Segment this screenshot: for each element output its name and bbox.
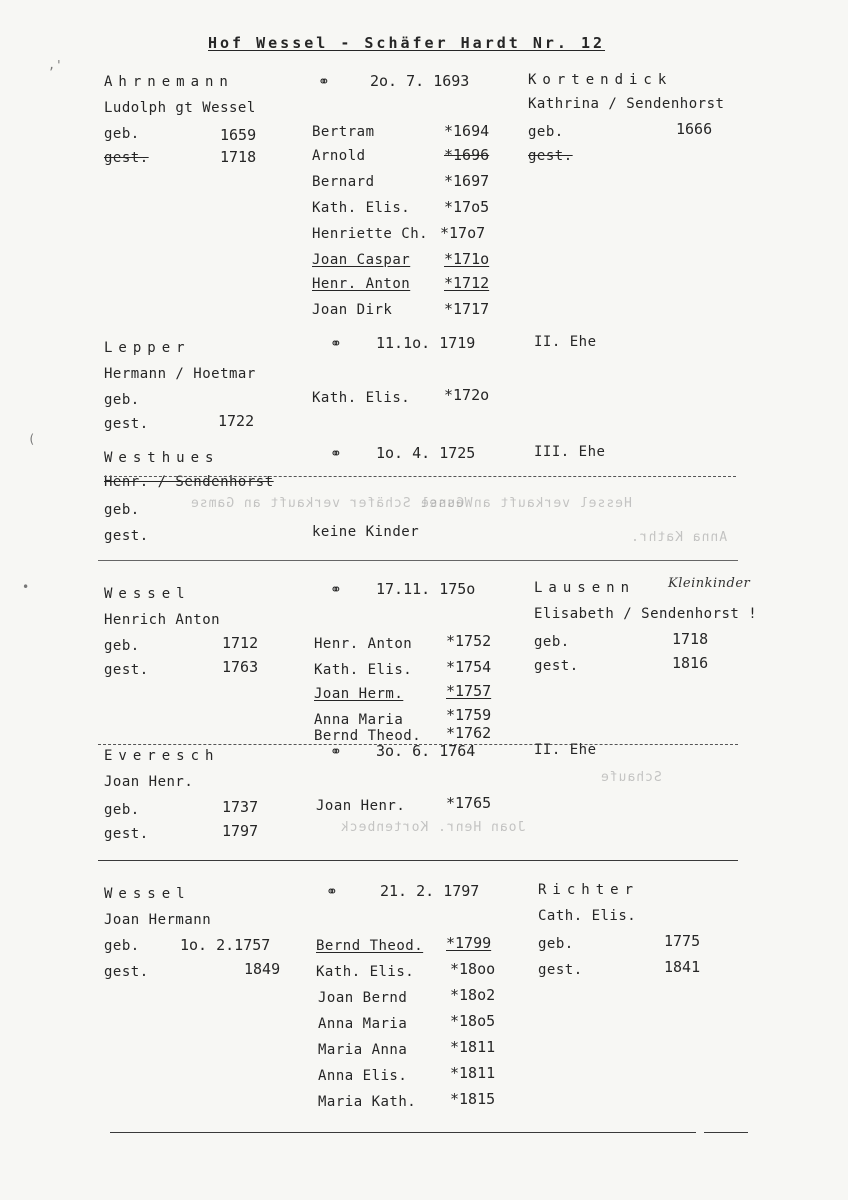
husband-surname: Lepper	[104, 340, 191, 356]
husband-death-year: 1763	[222, 658, 259, 676]
husband-surname: Wessel	[104, 586, 191, 602]
marriage-date: 11.1o. 1719	[376, 334, 476, 352]
child-year: *1762	[446, 724, 492, 742]
child-year: *17o5	[444, 198, 490, 216]
child-name: Joan Caspar	[312, 252, 411, 268]
gest-label: gest.	[104, 528, 149, 544]
geb-label: geb.	[534, 634, 570, 650]
child-year: *18oo	[450, 960, 496, 978]
geb-label: geb.	[528, 124, 564, 140]
child-name: Anna Maria	[318, 1016, 408, 1032]
child-year: *1697	[444, 172, 490, 190]
child-name: Maria Anna	[318, 1042, 408, 1058]
stray-mark: ,'	[48, 58, 63, 72]
husband-birth-year: 1659	[220, 126, 257, 144]
child-year: *1759	[446, 706, 492, 724]
marriage-note: III. Ehe	[534, 444, 606, 460]
geb-label: geb.	[104, 126, 140, 142]
stray-mark: (	[28, 432, 36, 446]
wife-death-year: 1816	[672, 654, 709, 672]
wife-birth-year: 1775	[664, 932, 701, 950]
marriage-symbol: ⚭	[330, 744, 343, 760]
child-name: Kath. Elis.	[316, 964, 415, 980]
bleed-through-text: Schaufe	[600, 770, 662, 785]
husband-given-name: Joan Henr.	[104, 774, 194, 790]
child-name: Maria Kath.	[318, 1094, 417, 1110]
child-name: Henriette Ch.	[312, 226, 429, 242]
husband-surname: Wessel	[104, 886, 191, 902]
stray-mark: •	[22, 580, 30, 594]
geb-label: geb.	[104, 802, 140, 818]
child-year: *1815	[450, 1090, 496, 1108]
child-name: Bernard	[312, 174, 375, 190]
husband-given-name: Joan Hermann	[104, 912, 212, 928]
gest-label: gest.	[534, 658, 579, 674]
child-year: *171o	[444, 250, 490, 268]
child-year: *1717	[444, 300, 490, 318]
gest-label: gest.	[104, 964, 149, 980]
child-year: *1765	[446, 794, 492, 812]
marriage-symbol: ⚭	[330, 336, 343, 352]
marriage-date: 2o. 7. 1693	[370, 72, 470, 90]
husband-death-year: 1797	[222, 822, 259, 840]
husband-given-name: Henrich Anton	[104, 612, 221, 628]
gest-label: gest.	[104, 826, 149, 842]
child-name: Arnold	[312, 148, 366, 164]
section-divider	[110, 1132, 696, 1133]
section-divider	[98, 560, 738, 561]
gest-label: gest.	[538, 962, 583, 978]
husband-given-name: Ludolph gt Wessel	[104, 100, 256, 116]
bleed-through-text: Wessel Schäfer verkauft an Gamse	[190, 496, 473, 511]
wife-given-name: Cath. Elis.	[538, 908, 637, 924]
child-year: *1754	[446, 658, 492, 676]
husband-death-year: 1849	[244, 960, 281, 978]
marriage-note: II. Ehe	[534, 742, 597, 758]
child-name: Bernd Theod.	[314, 728, 422, 744]
husband-birth-year: 1712	[222, 634, 259, 652]
child-name: Joan Herm.	[314, 686, 404, 702]
child-name: Bernd Theod.	[316, 938, 424, 954]
child-name: Anna Maria	[314, 712, 404, 728]
geb-label: geb.	[538, 936, 574, 952]
wife-surname: Lausenn	[534, 580, 636, 596]
page-title: Hof Wessel - Schäfer Hardt Nr. 12	[208, 34, 606, 52]
child-year: *1811	[450, 1038, 496, 1056]
child-year: *1757	[446, 682, 492, 700]
husband-surname: Ahrnemann	[104, 74, 234, 90]
child-name: Joan Henr.	[316, 798, 406, 814]
child-name: Anna Elis.	[318, 1068, 408, 1084]
husband-given-name: Hermann / Hoetmar	[104, 366, 256, 382]
geb-label: geb.	[104, 392, 140, 408]
marriage-symbol: ⚭	[326, 884, 339, 900]
child-name: Kath. Elis.	[312, 390, 411, 406]
wife-surname: Kortendick	[528, 72, 673, 88]
husband-death-year: 1722	[218, 412, 255, 430]
marriage-note: II. Ehe	[534, 334, 597, 350]
child-year: *1752	[446, 632, 492, 650]
marriage-symbol: ⚭	[330, 582, 343, 598]
wife-surname: Richter	[538, 882, 640, 898]
bleed-through-text: Joan Henr. Kortenbeck	[340, 820, 526, 835]
child-name: Henr. Anton	[312, 276, 411, 292]
husband-given-name: Henr. / Sendenhorst	[104, 474, 274, 490]
wife-given-name: Elisabeth / Sendenhorst !	[534, 606, 758, 622]
child-year: *1694	[444, 122, 490, 140]
marriage-symbol: ⚭	[330, 446, 343, 462]
child-name: Kath. Elis.	[312, 200, 411, 216]
section-divider	[104, 476, 736, 477]
child-year: *17o7	[440, 224, 486, 242]
child-year: *18o5	[450, 1012, 496, 1030]
gest-label: gest.	[104, 150, 149, 166]
husband-surname: Westhues	[104, 450, 220, 466]
handwritten-note: Kleinkinder	[668, 576, 751, 591]
child-name: Kath. Elis.	[314, 662, 413, 678]
child-year: *1712	[444, 274, 490, 292]
geb-label: geb.	[104, 502, 140, 518]
geb-label: geb.	[104, 938, 140, 954]
gest-label: gest.	[104, 662, 149, 678]
husband-death-year: 1718	[220, 148, 257, 166]
husband-surname: Everesch	[104, 748, 220, 764]
wife-given-name: Kathrina / Sendenhorst	[528, 96, 725, 112]
marriage-date: 17.11. 175o	[376, 580, 476, 598]
geb-label: geb.	[104, 638, 140, 654]
section-divider	[98, 860, 738, 861]
child-name: Joan Dirk	[312, 302, 393, 318]
gest-label: gest.	[528, 148, 573, 164]
children-note: keine Kinder	[312, 524, 420, 540]
child-year: *1799	[446, 934, 492, 952]
marriage-date: 21. 2. 1797	[380, 882, 480, 900]
child-year: *18o2	[450, 986, 496, 1004]
husband-birth-date: 1o. 2.1757	[180, 936, 271, 954]
wife-birth-year: 1666	[676, 120, 713, 138]
bleed-through-text: Hessel verkauft an Gunse	[420, 496, 632, 511]
child-year: *172o	[444, 386, 490, 404]
marriage-date: 1o. 4. 1725	[376, 444, 476, 462]
child-name: Henr. Anton	[314, 636, 413, 652]
bleed-through-text: Anna Kathr.	[630, 530, 728, 545]
gest-label: gest.	[104, 416, 149, 432]
child-name: Joan Bernd	[318, 990, 408, 1006]
section-divider	[704, 1132, 748, 1133]
marriage-date: 3o. 6. 1764	[376, 742, 476, 760]
wife-birth-year: 1718	[672, 630, 709, 648]
marriage-symbol: ⚭	[318, 74, 331, 90]
wife-death-year: 1841	[664, 958, 701, 976]
child-name: Bertram	[312, 124, 375, 140]
husband-birth-year: 1737	[222, 798, 259, 816]
child-year: *1696	[444, 146, 490, 164]
child-year: *1811	[450, 1064, 496, 1082]
